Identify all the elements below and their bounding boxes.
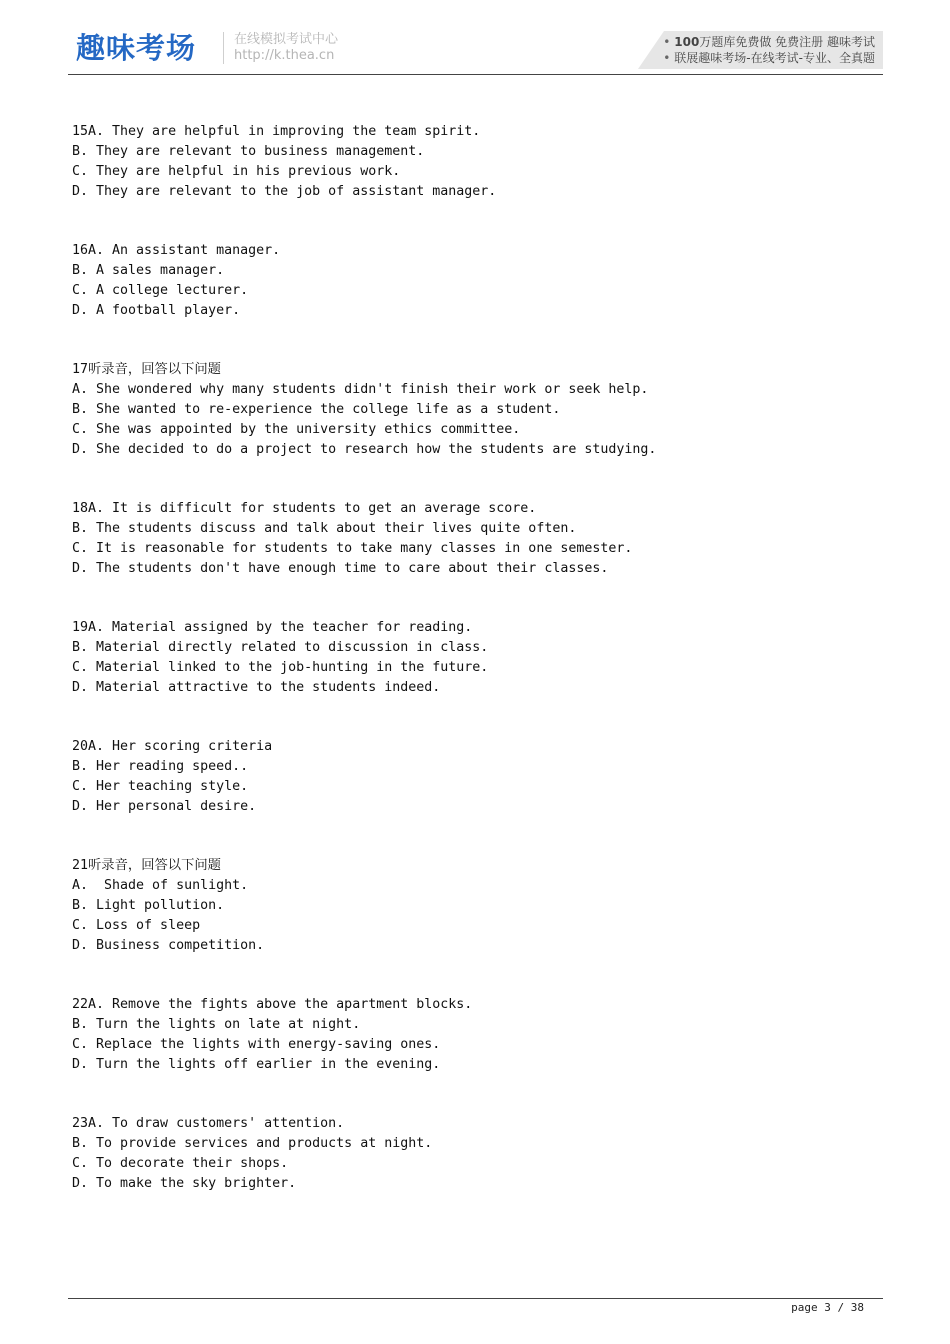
slogan-line-1-text: 万题库免费做 免费注册 趣味考试	[699, 35, 875, 49]
site-subtitle-block	[234, 32, 338, 64]
slogan-line-1	[663, 34, 875, 50]
option-d: D. To make the sky brighter.	[72, 1176, 297, 1191]
option-a: A. She wondered why many students didn't finish their work or seek help.	[72, 382, 649, 397]
question-22	[72, 995, 872, 1075]
page-header	[68, 24, 883, 76]
site-url[interactable]: http://k.thea.cn	[234, 48, 335, 63]
option-b: B. Material directly related to discussion in class.	[72, 640, 489, 655]
question-stem-option-a: 23A. To draw customers' attention.	[72, 1116, 345, 1131]
option-c: C. A college lecturer.	[72, 283, 249, 298]
question-list	[72, 122, 872, 1233]
bullet-icon: •	[663, 35, 671, 49]
question-stem-option-a: 16A. An assistant manager.	[72, 243, 281, 258]
slogan-text	[663, 34, 875, 66]
page-number: page 3 / 38	[791, 1301, 864, 1314]
option-d: D. She decided to do a project to research how the students are studying.	[72, 442, 657, 457]
option-c: C. Material linked to the job-hunting in the future.	[72, 660, 489, 675]
question-stem-option-a: 19A. Material assigned by the teacher for reading.	[72, 620, 473, 635]
option-d: D. Her personal desire.	[72, 799, 257, 814]
question-stem-option-a: 15A. They are helpful in improving the team spirit.	[72, 124, 481, 139]
option-b: B. The students discuss and talk about their lives quite often.	[72, 521, 577, 536]
option-d: D. A football player.	[72, 303, 241, 318]
question-stem: 21听录音，回答以下问题	[72, 858, 221, 873]
header-divider	[68, 74, 883, 75]
bullet-icon: •	[663, 51, 671, 65]
question-23	[72, 1114, 872, 1194]
option-b: B. Her reading speed..	[72, 759, 249, 774]
question-stem-option-a: 18A. It is difficult for students to get an average score.	[72, 501, 537, 516]
option-b: B. Light pollution.	[72, 898, 225, 913]
option-b: B. They are relevant to business management.	[72, 144, 425, 159]
question-stem-option-a: 22A. Remove the fights above the apartment blocks.	[72, 997, 473, 1012]
option-d: D. Business competition.	[72, 938, 265, 953]
question-20	[72, 737, 872, 817]
question-16	[72, 241, 872, 321]
question-21	[72, 856, 872, 956]
question-18	[72, 499, 872, 579]
question-stem: 17听录音，回答以下问题	[72, 362, 221, 377]
slogan-count: 100	[674, 35, 700, 49]
option-d: D. They are relevant to the job of assistant manager.	[72, 184, 497, 199]
option-c: C. She was appointed by the university ethics committee.	[72, 422, 521, 437]
option-d: D. The students don't have enough time to care about their classes.	[72, 561, 609, 576]
option-b: B. A sales manager.	[72, 263, 225, 278]
option-b: B. Turn the lights on late at night.	[72, 1017, 361, 1032]
site-subtitle: 在线模拟考试中心	[234, 32, 339, 47]
option-d: D. Material attractive to the students indeed.	[72, 680, 441, 695]
question-stem-option-a: 20A. Her scoring criteria	[72, 739, 273, 754]
question-17	[72, 360, 872, 460]
option-b: B. To provide services and products at night.	[72, 1136, 433, 1151]
option-c: C. It is reasonable for students to take many classes in one semester.	[72, 541, 633, 556]
option-d: D. Turn the lights off earlier in the evening.	[72, 1057, 441, 1072]
option-c: C. To decorate their shops.	[72, 1156, 289, 1171]
option-c: C. Her teaching style.	[72, 779, 249, 794]
option-c: C. Loss of sleep	[72, 918, 201, 933]
slogan-line-2	[663, 50, 875, 66]
option-c: C. They are helpful in his previous work.	[72, 164, 401, 179]
option-c: C. Replace the lights with energy-saving ones.	[72, 1037, 441, 1052]
footer-divider	[68, 1298, 883, 1299]
question-15	[72, 122, 872, 202]
logo-divider	[223, 32, 224, 64]
option-b: B. She wanted to re-experience the college life as a student.	[72, 402, 561, 417]
option-a: A. Shade of sunlight.	[72, 878, 249, 893]
slogan-line-2-text: 联展趣味考场-在线考试-专业、全真题	[674, 51, 875, 65]
question-19	[72, 618, 872, 698]
site-logo[interactable]: 趣味考场	[76, 31, 197, 65]
